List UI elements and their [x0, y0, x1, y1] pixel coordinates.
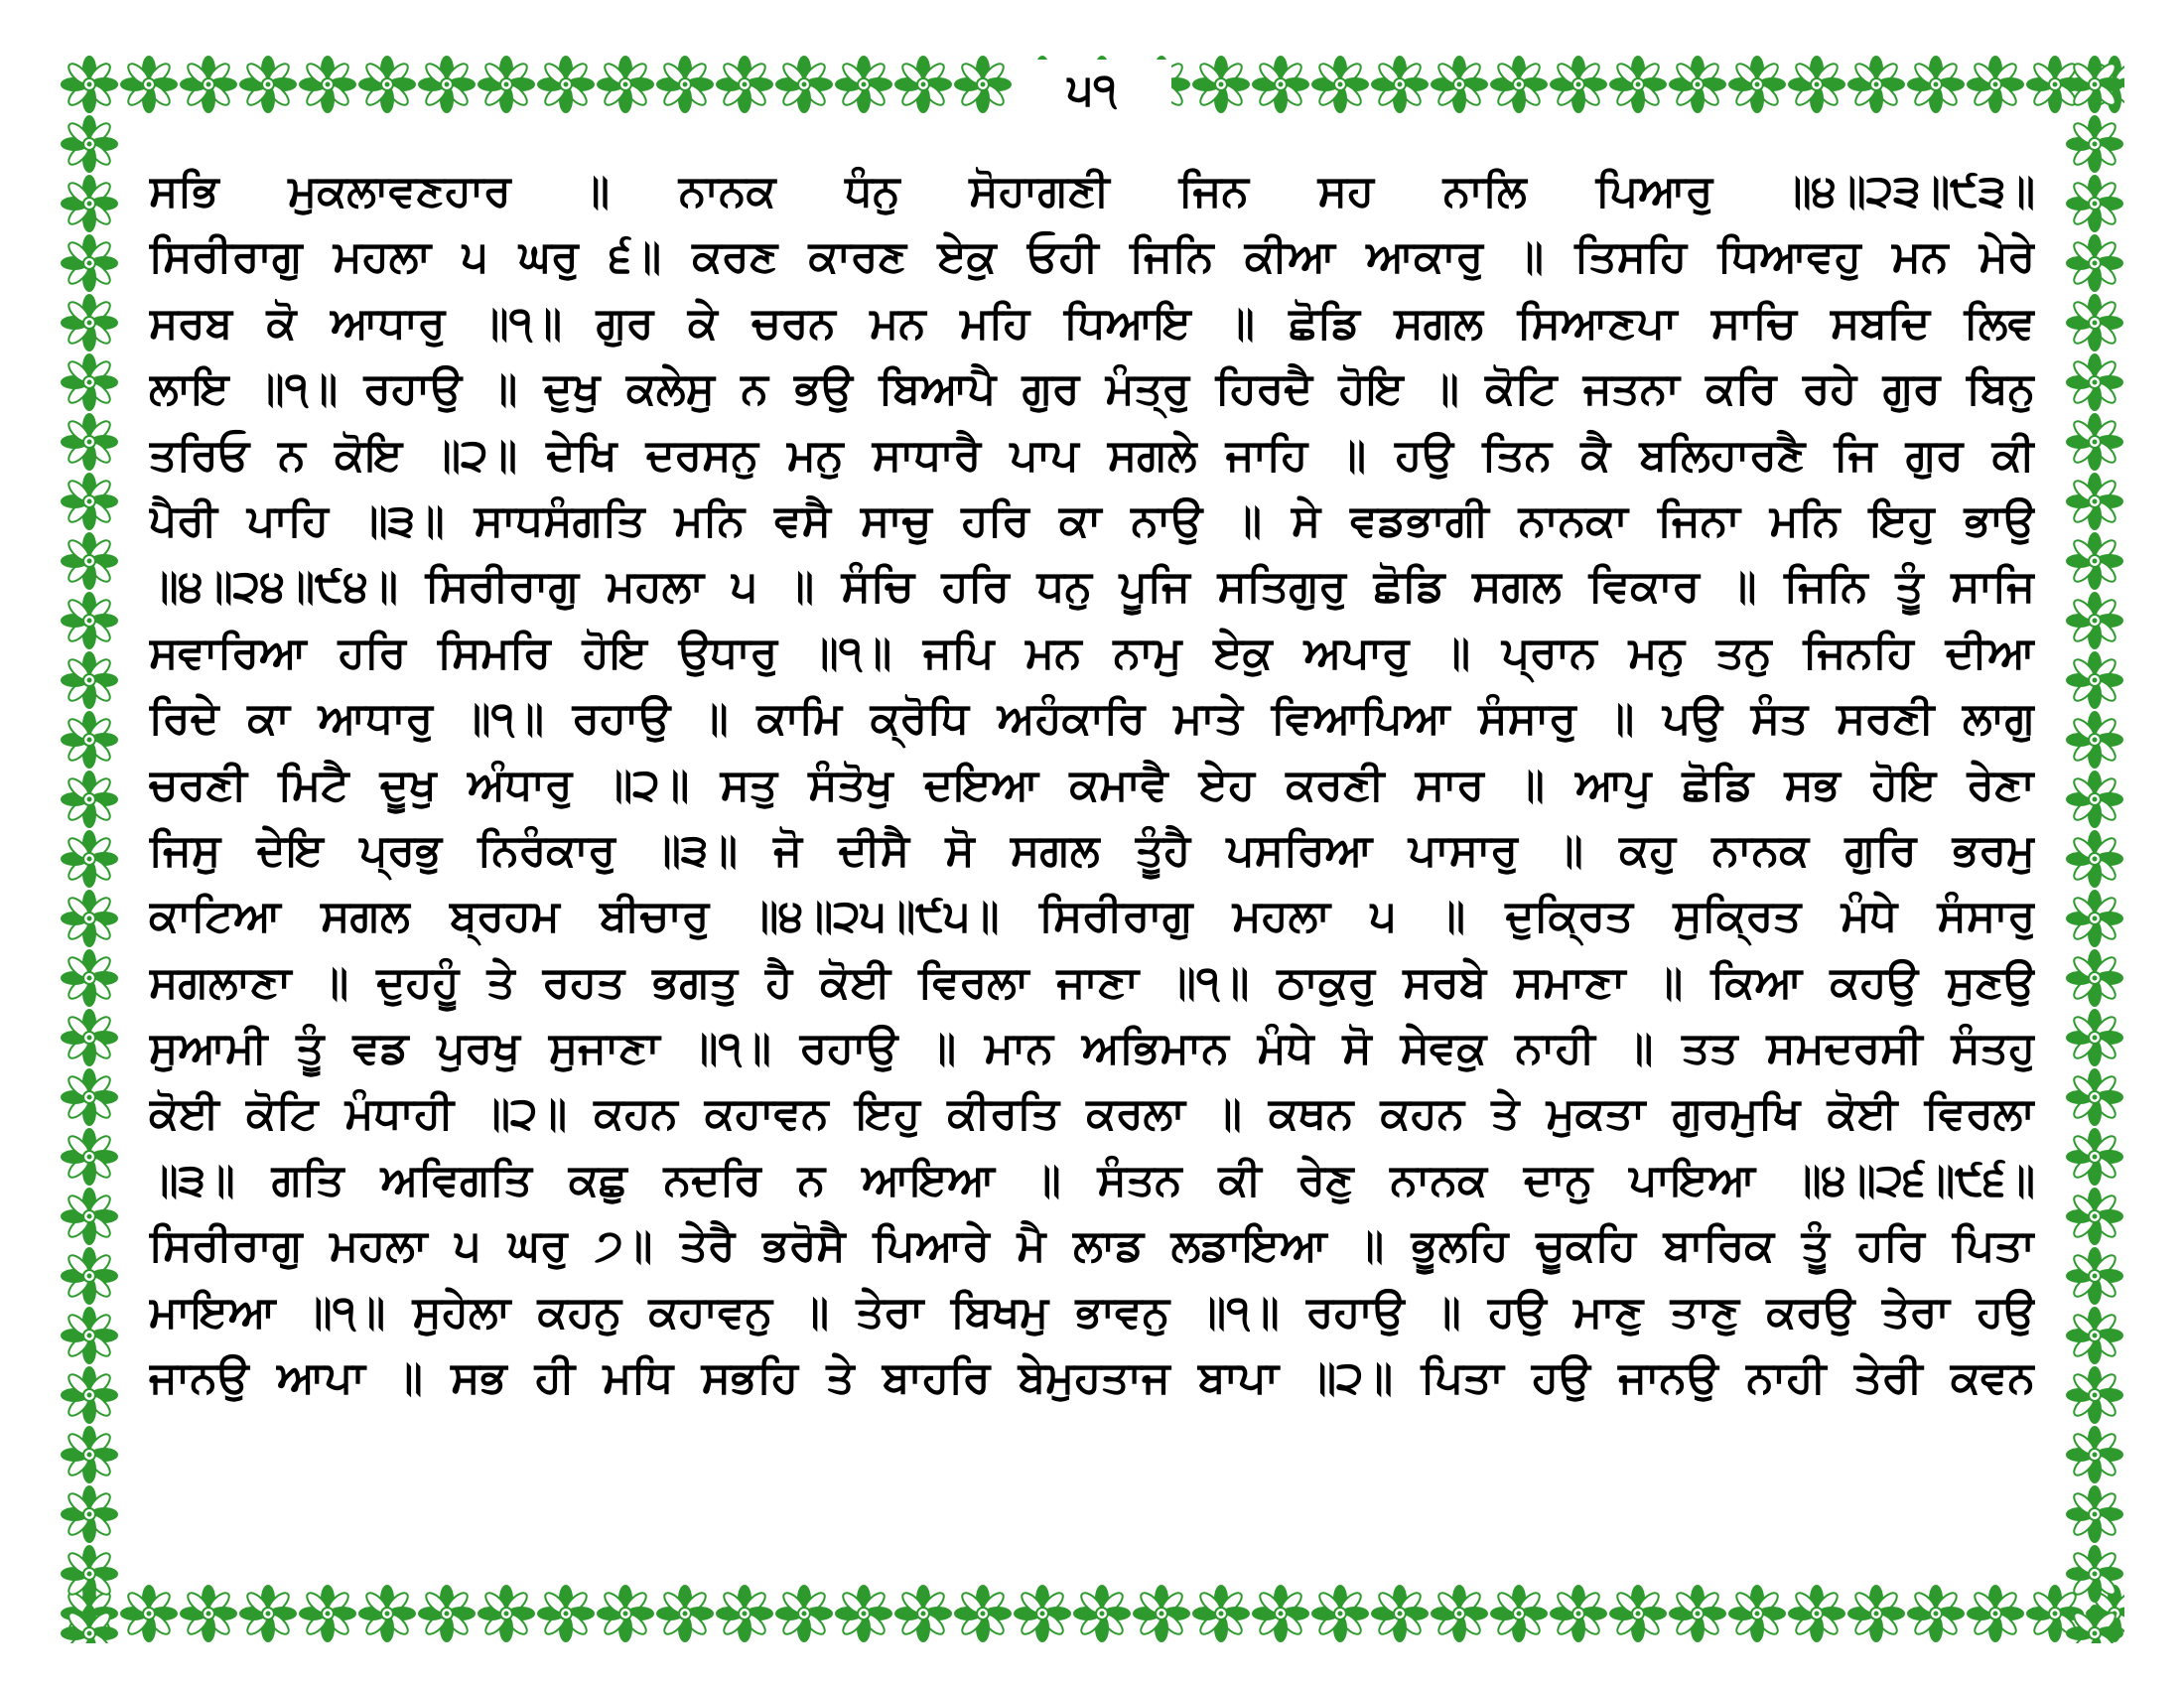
- floral-border-left: [60, 55, 119, 1643]
- text-line: ਰਿਦੇ ਕਾ ਆਧਾਰੁ ॥੧॥ ਰਹਾਉ ॥ ਕਾਮਿ ਕ੍ਰੋਧਿ ਅਹੰਕਾਰਿ ਮਾਤੇ ਵਿਆਪਿਆ ਸੰਸਾਰੁ ॥ ਪਉ ਸੰਤ ਸਰਣੀ ਲਾਗੁ: [149, 693, 2035, 745]
- text-body: [149, 159, 2035, 1559]
- text-line: ਚਰਣੀ ਮਿਟੈ ਦੂਖੁ ਅੰਧਾਰੁ ॥੨॥ ਸਤੁ ਸੰਤੋਖੁ ਦਇਆ ਕਮਾਵੈ ਏਹ ਕਰਣੀ ਸਾਰ ॥ ਆਪੁ ਛੋਡਿ ਸਭ ਹੋਇ ਰੇਣਾ: [149, 759, 2035, 810]
- text-line: ॥੪॥੨੪॥੯੪॥ ਸਿਰੀਰਾਗੁ ਮਹਲਾ ੫ ॥ ਸੰਚਿ ਹਰਿ ਧਨੁ ਪੂਜਿ ਸਤਿਗੁਰੁ ਛੋਡਿ ਸਗਲ ਵਿਕਾਰ ॥ ਜਿਨਿ ਤੂੰ ਸਾਜਿ: [149, 561, 2035, 613]
- text-line: ਜਾਨਉ ਆਪਾ ॥ ਸਭ ਹੀ ਮਧਿ ਸਭਹਿ ਤੇ ਬਾਹਰਿ ਬੇਮੁਹਤਾਜ ਬਾਪਾ ॥੨॥ ਪਿਤਾ ਹਉ ਜਾਨਉ ਨਾਹੀ ਤੇਰੀ ਕਵਨ: [149, 1352, 2035, 1404]
- text-line: ਲਾਇ ॥੧॥ ਰਹਾਉ ॥ ਦੁਖੁ ਕਲੇਸੁ ਨ ਭਉ ਬਿਆਪੈ ਗੁਰ ਮੰਤ੍ਰੁ ਹਿਰਦੈ ਹੋਇ ॥ ਕੋਟਿ ਜਤਨਾ ਕਰਿ ਰਹੇ ਗੁਰ ਬਿਨੁ: [149, 363, 2035, 415]
- page-number: ੫੧: [1067, 64, 1117, 115]
- text-line: [149, 1411, 2035, 1477]
- text-line: ਕੋਈ ਕੋਟਿ ਮੰਧਾਹੀ ॥੨॥ ਕਹਨ ਕਹਾਵਨ ਇਹੁ ਕੀਰਤਿ ਕਰਲਾ ॥ ਕਥਨ ਕਹਨ ਤੇ ਮੁਕਤਾ ਗੁਰਮੁਖਿ ਕੋਈ ਵਿਰਲਾ: [149, 1088, 2035, 1140]
- text-line: ਸਗਲਾਣਾ ॥ ਦੁਹਹੂੰ ਤੇ ਰਹਤ ਭਗਤੁ ਹੈ ਕੋਈ ਵਿਰਲਾ ਜਾਣਾ ॥੧॥ ਠਾਕੁਰੁ ਸਰਬੇ ਸਮਾਣਾ ॥ ਕਿਆ ਕਹਉ ਸੁਣਉ: [149, 956, 2035, 1008]
- text-line: ਸਿਰੀਰਾਗੁ ਮਹਲਾ ੫ ਘਰੁ ੬॥ ਕਰਣ ਕਾਰਣ ਏਕੁ ਓਹੀ ਜਿਨਿ ਕੀਆ ਆਕਾਰੁ ॥ ਤਿਸਹਿ ਧਿਆਵਹੁ ਮਨ ਮੇਰੇ: [149, 231, 2035, 283]
- floral-border-right: [2065, 55, 2124, 1643]
- page-number-container: [1013, 60, 1171, 119]
- text-line: ਤਰਿਓ ਨ ਕੋਇ ॥੨॥ ਦੇਖਿ ਦਰਸਨੁ ਮਨੁ ਸਾਧਾਰੈ ਪਾਪ ਸਗਲੇ ਜਾਹਿ ॥ ਹਉ ਤਿਨ ਕੈ ਬਲਿਹਾਰਣੈ ਜਿ ਗੁਰ ਕੀ: [149, 429, 2035, 481]
- text-line: ਕਾਟਿਆ ਸਗਲ ਬ੍ਰਹਮ ਬੀਚਾਰੁ ॥੪॥੨੫॥੯੫॥ ਸਿਰੀਰਾਗੁ ਮਹਲਾ ੫ ॥ ਦੁਕ੍ਰਿਤ ਸੁਕ੍ਰਿਤ ਮੰਧੇ ਸੰਸਾਰੁ: [149, 891, 2035, 942]
- text-line: ॥੩॥ ਗਤਿ ਅਵਿਗਤਿ ਕਛੁ ਨਦਰਿ ਨ ਆਇਆ ॥ ਸੰਤਨ ਕੀ ਰੇਣੁ ਨਾਨਕ ਦਾਨੁ ਪਾਇਆ ॥੪॥੨੬॥੯੬॥: [149, 1154, 2035, 1205]
- floral-border-bottom: [60, 1584, 2124, 1643]
- text-line: ਸੁਆਮੀ ਤੂੰ ਵਡ ਪੁਰਖੁ ਸੁਜਾਣਾ ॥੧॥ ਰਹਾਉ ॥ ਮਾਨ ਅਭਿਮਾਨ ਮੰਧੇ ਸੋ ਸੇਵਕੁ ਨਾਹੀ ॥ ਤਤ ਸਮਦਰਸੀ ਸੰਤਹੁ: [149, 1023, 2035, 1074]
- text-line: ਸਿਰੀਰਾਗੁ ਮਹਲਾ ੫ ਘਰੁ ੭॥ ਤੇਰੈ ਭਰੋਸੈ ਪਿਆਰੇ ਮੈ ਲਾਡ ਲਡਾਇਆ ॥ ਭੂਲਹਿ ਚੂਕਹਿ ਬਾਰਿਕ ਤੂੰ ਹਰਿ ਪਿਤਾ: [149, 1220, 2035, 1272]
- text-line: ਸਭਿ ਮੁਕਲਾਵਣਹਾਰ ॥ ਨਾਨਕ ਧੰਨੁ ਸੋਹਾਗਣੀ ਜਿਨ ਸਹ ਨਾਲਿ ਪਿਆਰੁ ॥੪॥੨੩॥੯੩॥: [149, 166, 2035, 216]
- text-line: ਪੈਰੀ ਪਾਹਿ ॥੩॥ ਸਾਧਸੰਗਤਿ ਮਨਿ ਵਸੈ ਸਾਚੁ ਹਰਿ ਕਾ ਨਾਉ ॥ ਸੇ ਵਡਭਾਗੀ ਨਾਨਕਾ ਜਿਨਾ ਮਨਿ ਇਹੁ ਭਾਉ: [149, 494, 2035, 546]
- text-line: ਮਾਇਆ ॥੧॥ ਸੁਹੇਲਾ ਕਹਨੁ ਕਹਾਵਨੁ ॥ ਤੇਰਾ ਬਿਖਮੁ ਭਾਵਨੁ ॥੧॥ ਰਹਾਉ ॥ ਹਉ ਮਾਣੁ ਤਾਣੁ ਕਰਉ ਤੇਰਾ ਹਉ: [149, 1286, 2035, 1337]
- text-line: ਸਰਬ ਕੋ ਆਧਾਰੁ ॥੧॥ ਗੁਰ ਕੇ ਚਰਨ ਮਨ ਮਹਿ ਧਿਆਇ ॥ ਛੋਡਿ ਸਗਲ ਸਿਆਣਪਾ ਸਾਚਿ ਸਬਦਿ ਲਿਵ: [149, 297, 2035, 349]
- text-line: ਸਵਾਰਿਆ ਹਰਿ ਸਿਮਰਿ ਹੋਇ ਉਧਾਰੁ ॥੧॥ ਜਪਿ ਮਨ ਨਾਮੁ ਏਕੁ ਅਪਾਰੁ ॥ ਪ੍ਰਾਨ ਮਨੁ ਤਨੁ ਜਿਨਹਿ ਦੀਆ: [149, 627, 2035, 678]
- text-line: ਜਿਸੁ ਦੇਇ ਪ੍ਰਭੁ ਨਿਰੰਕਾਰੁ ॥੩॥ ਜੋ ਦੀਸੈ ਸੋ ਸਗਲ ਤੂੰਹੈ ਪਸਰਿਆ ਪਾਸਾਰੁ ॥ ਕਹੁ ਨਾਨਕ ਗੁਰਿ ਭਰਮੁ: [149, 824, 2035, 876]
